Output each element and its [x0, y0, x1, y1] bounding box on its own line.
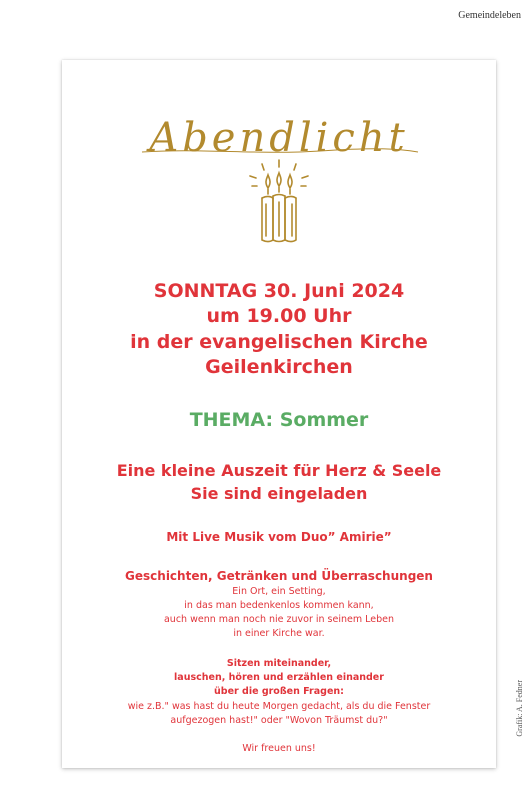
question-line: aufgezogen hast!" oder "Wovon Träumst du?"	[170, 715, 388, 726]
headline: Abendlicht	[149, 115, 409, 161]
event-time: um 19.00 Uhr	[206, 305, 352, 327]
description-line: auch wenn man noch nie zuvor in seinem Leben	[163, 614, 394, 625]
headline-flourish	[140, 146, 420, 156]
event-date: SONNTAG 30. Juni 2024	[153, 280, 405, 302]
tagline-line: Sie sind eingeladen	[190, 484, 368, 503]
question-line: wie z.B." was hast du heute Morgen gedacht, als du die Fenster	[127, 701, 431, 712]
tagline-line: Eine kleine Auszeit für Herz & Seele	[116, 461, 442, 480]
together-line: über die großen Fragen:	[214, 686, 344, 697]
event-theme: THEMA: Sommer	[189, 409, 369, 431]
live-music: Mit Live Musik vom Duo” Amirie”	[166, 530, 392, 544]
candles-icon	[240, 158, 318, 248]
stories-heading: Geschichten, Getränken und Überraschungen	[125, 569, 433, 583]
event-flyer	[62, 60, 496, 768]
event-place: in der evangelischen Kirche	[130, 331, 428, 353]
description-line: Ein Ort, ein Setting,	[232, 586, 326, 597]
together-line: Sitzen miteinander,	[226, 658, 332, 669]
closing-line: Wir freuen uns!	[242, 743, 316, 754]
together-line: lauschen, hören und erzählen einander	[174, 672, 384, 683]
description-line: in einer Kirche war.	[233, 628, 325, 639]
description-line: in das man bedenkenlos kommen kann,	[184, 600, 374, 611]
section-label: Gemeindeleben	[458, 10, 521, 21]
event-city: Geilenkirchen	[205, 356, 353, 378]
